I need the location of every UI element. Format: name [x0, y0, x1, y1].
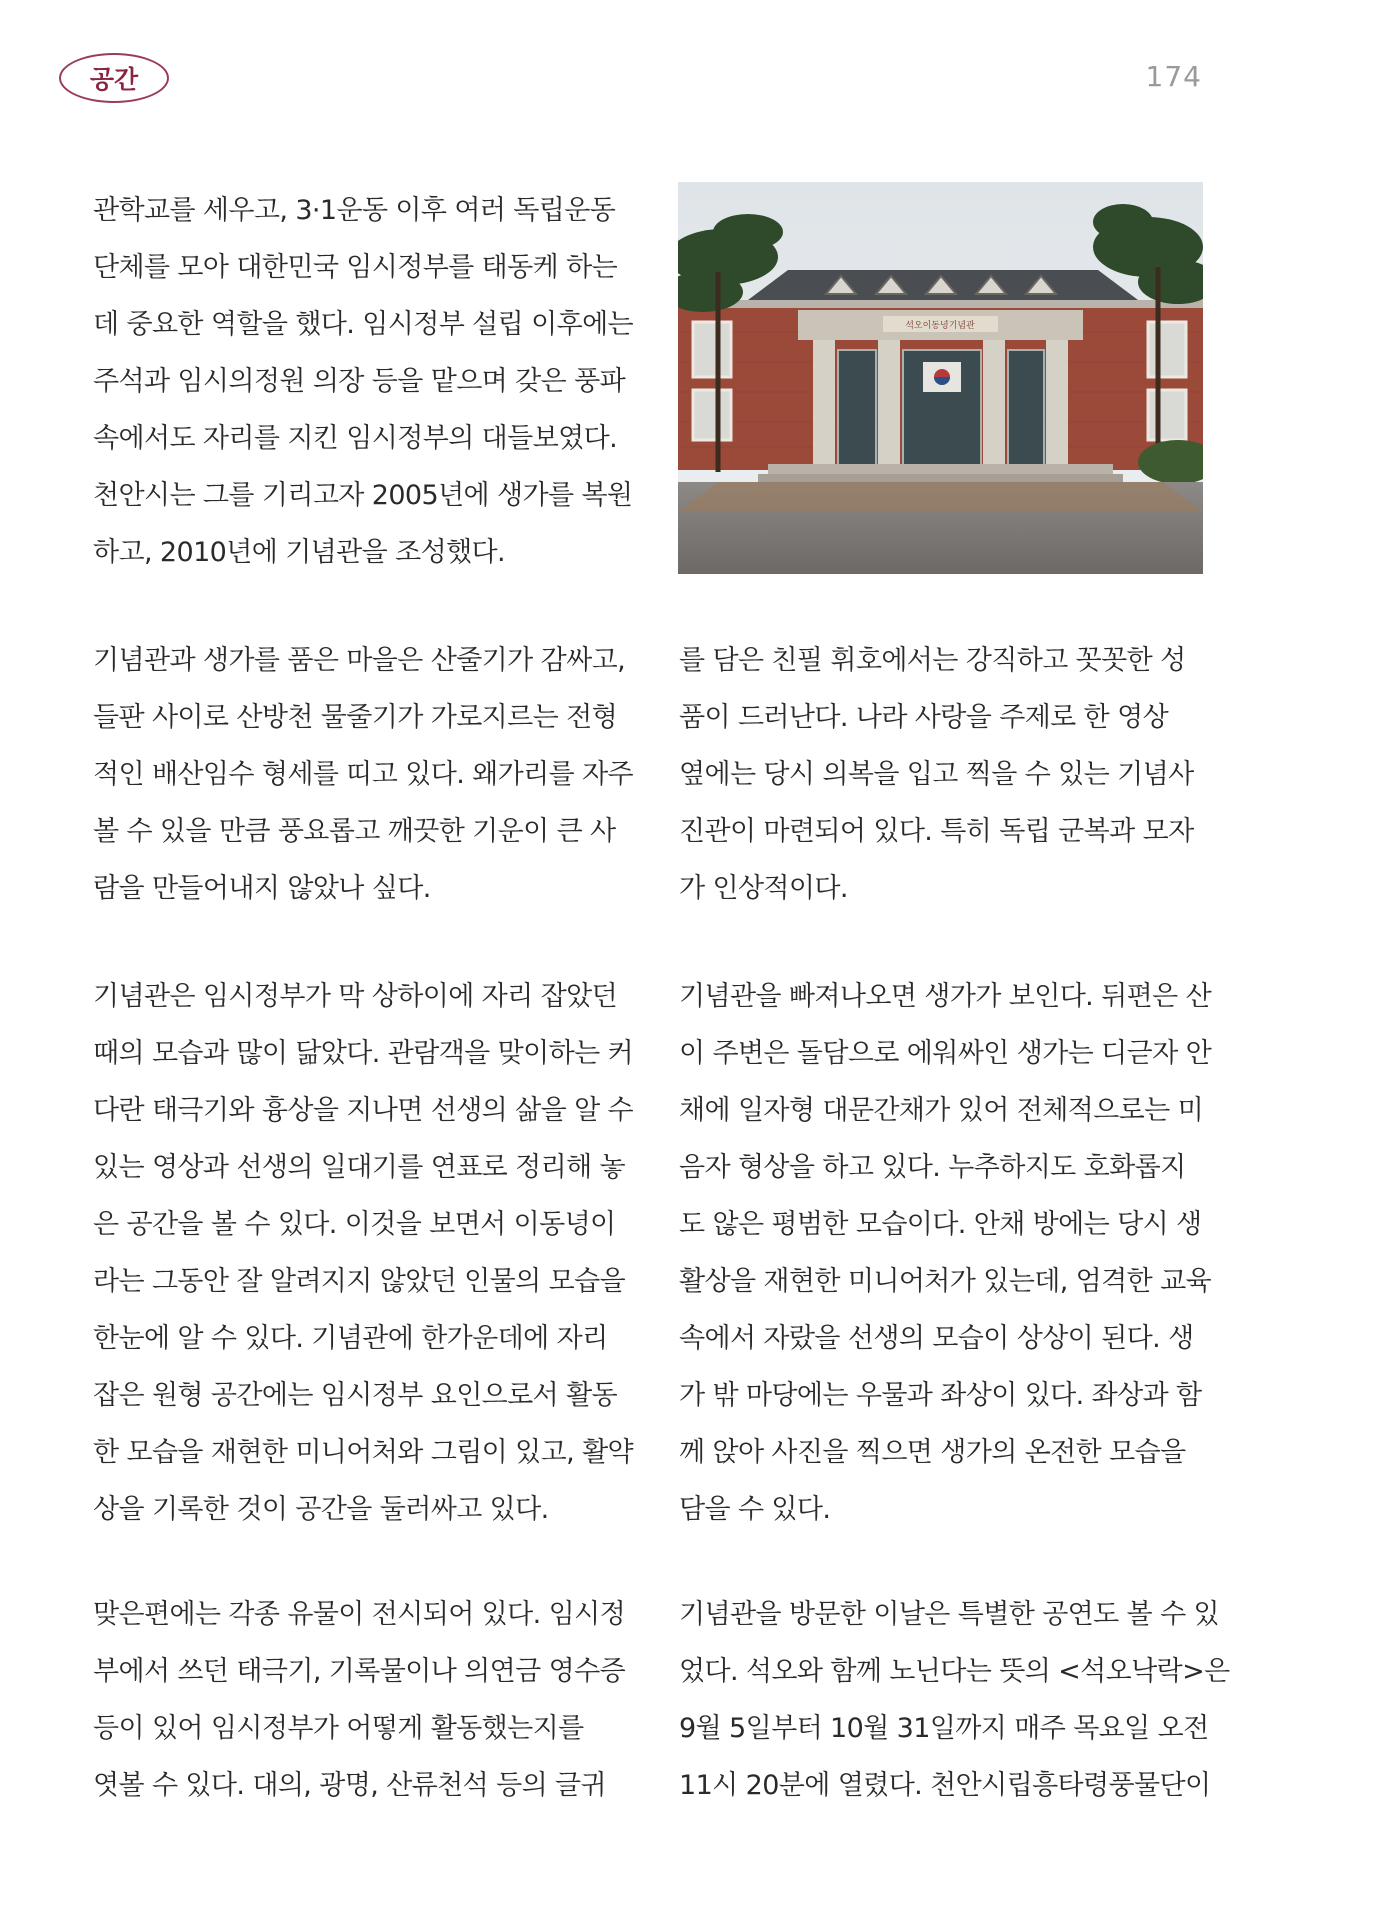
- paragraph-1: [93, 182, 634, 581]
- text-line: 엿볼 수 있다. 대의, 광명, 산류천석 등의 글귀: [93, 1770, 607, 1801]
- paragraph-6: [679, 968, 1212, 1538]
- text-line: 이 주변은 돌담으로 에워싸인 생가는 디귿자 안: [679, 1038, 1212, 1069]
- text-line: 께 앉아 사진을 찍으면 생가의 온전한 모습을: [679, 1437, 1186, 1468]
- text-line: 상을 기록한 것이 공간을 둘러싸고 있다.: [93, 1494, 549, 1525]
- text-line: 었다. 석오와 함께 노닌다는 뜻의 <석오낙락>은: [679, 1656, 1230, 1687]
- paragraph-5: [679, 632, 1202, 917]
- text-line: 속에서 자랐을 선생의 모습이 상상이 된다. 생: [679, 1323, 1194, 1354]
- text-line: 음자 형상을 하고 있다. 누추하지도 호화롭지: [679, 1152, 1186, 1183]
- text-line: 적인 배산임수 형세를 띠고 있다. 왜가리를 자주: [93, 759, 634, 790]
- text-line: 한눈에 알 수 있다. 기념관에 한가운데에 자리: [93, 1323, 608, 1354]
- text-line: 기념관은 임시정부가 막 상하이에 자리 잡았던: [93, 981, 618, 1012]
- text-line: 품이 드러난다. 나라 사랑을 주제로 한 영상: [679, 702, 1169, 733]
- text-line: 기념관과 생가를 품은 마을은 산줄기가 감싸고,: [93, 645, 626, 676]
- paragraph-4: [93, 1586, 626, 1814]
- text-line: 한 모습을 재현한 미니어처와 그림이 있고, 활약: [93, 1437, 634, 1468]
- text-line: 활상을 재현한 미니어처가 있는데, 엄격한 교육: [679, 1266, 1212, 1297]
- text-line: 가 밖 마당에는 우물과 좌상이 있다. 좌상과 함: [679, 1380, 1202, 1411]
- text-line: 맞은편에는 각종 유물이 전시되어 있다. 임시정: [93, 1599, 626, 1630]
- text-line: 등이 있어 임시정부가 어떻게 활동했는지를: [93, 1713, 584, 1744]
- text-line: 옆에는 당시 의복을 입고 찍을 수 있는 기념사: [679, 759, 1194, 790]
- text-line: 9월 5일부터 10월 31일까지 매주 목요일 오전: [679, 1713, 1209, 1744]
- text-line: 11시 20분에 열렸다. 천안시립흥타령풍물단이: [679, 1770, 1211, 1801]
- paragraph-7: [679, 1586, 1230, 1814]
- text-line: 도 않은 평범한 모습이다. 안채 방에는 당시 생: [679, 1209, 1202, 1240]
- text-line: 라는 그동안 잘 알려지지 않았던 인물의 모습을: [93, 1266, 626, 1297]
- text-line: 때의 모습과 많이 닮았다. 관람객을 맞이하는 커: [93, 1038, 634, 1069]
- text-line: 부에서 쓰던 태극기, 기록물이나 의연금 영수증: [93, 1656, 626, 1687]
- section-badge: [59, 53, 169, 103]
- text-line: 채에 일자형 대문간채가 있어 전체적으로는 미: [679, 1095, 1204, 1126]
- text-line: 관학교를 세우고, 3·1운동 이후 여러 독립운동: [93, 195, 616, 226]
- text-line: 기념관을 방문한 이날은 특별한 공연도 볼 수 있: [679, 1599, 1220, 1630]
- page-number: 174: [1145, 60, 1202, 93]
- text-line: 를 담은 친필 휘호에서는 강직하고 꼿꼿한 성: [679, 645, 1186, 676]
- text-line: 담을 수 있다.: [679, 1494, 831, 1525]
- building-sign: 석오이동녕기념관: [905, 321, 975, 331]
- memorial-hall-photo: [678, 182, 1203, 574]
- text-line: 하고, 2010년에 기념관을 조성했다.: [93, 537, 506, 568]
- text-line: 볼 수 있을 만큼 풍요롭고 깨끗한 기운이 큰 사: [93, 816, 616, 847]
- text-line: 속에서도 자리를 지킨 임시정부의 대들보였다.: [93, 423, 618, 454]
- text-line: 은 공간을 볼 수 있다. 이것을 보면서 이동녕이: [93, 1209, 616, 1240]
- text-line: 들판 사이로 산방천 물줄기가 가로지르는 전형: [93, 702, 618, 733]
- text-line: 데 중요한 역할을 했다. 임시정부 설립 이후에는: [93, 309, 634, 340]
- section-badge-label: 공간: [89, 65, 139, 94]
- text-line: 천안시는 그를 기리고자 2005년에 생가를 복원: [93, 480, 633, 511]
- text-line: 기념관을 빠져나오면 생가가 보인다. 뒤편은 산: [679, 981, 1212, 1012]
- paragraph-2: [93, 632, 634, 917]
- text-line: 단체를 모아 대한민국 임시정부를 태동케 하는: [93, 252, 618, 283]
- text-line: 진관이 마련되어 있다. 특히 독립 군복과 모자: [679, 816, 1194, 847]
- text-line: 잡은 원형 공간에는 임시정부 요인으로서 활동: [93, 1380, 618, 1411]
- text-line: 가 인상적이다.: [679, 873, 848, 904]
- text-line: 람을 만들어내지 않았나 싶다.: [93, 873, 431, 904]
- paragraph-3: [93, 968, 634, 1538]
- text-line: 있는 영상과 선생의 일대기를 연표로 정리해 놓: [93, 1152, 626, 1183]
- text-line: 주석과 임시의정원 의장 등을 맡으며 갖은 풍파: [93, 366, 626, 397]
- text-line: 다란 태극기와 흉상을 지나면 선생의 삶을 알 수: [93, 1095, 634, 1126]
